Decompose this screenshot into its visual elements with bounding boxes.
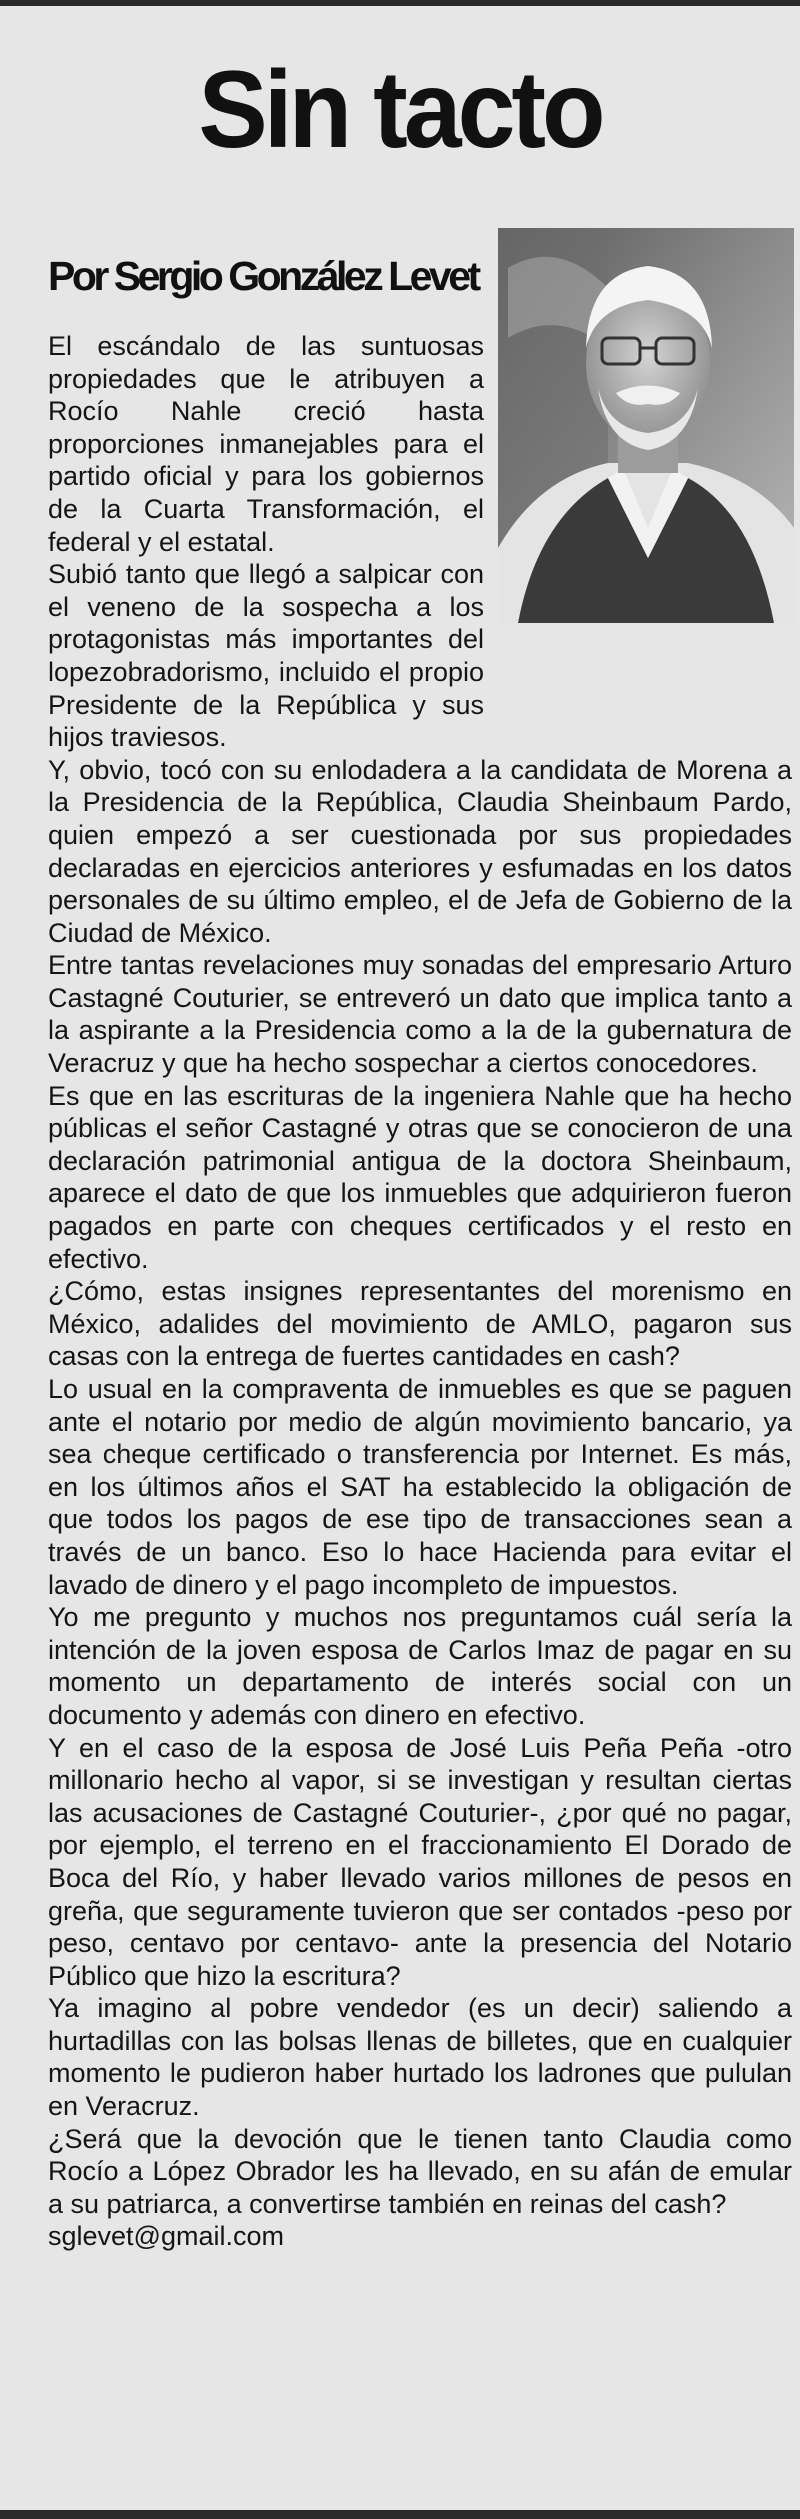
article-paragraph: Yo me pregunto y muchos nos preguntamos cuál sería la intención de la joven esposa de Carlos Imaz de pagar en su momento un departamento de interés social con un documento y además con dinero en efectivo. <box>48 1602 792 1730</box>
article-paragraph: Y, obvio, tocó con su enlodadera a la candidata de Morena a la Presidencia de la República, Claudia Sheinbaum Pardo, quien empezó a ser cuestionada por sus propiedades declaradas en ejercicios anteriores y esfumadas en los datos personales de su último empleo, el de Jefa de Gobierno de la Ciudad de México. <box>48 754 792 948</box>
author-byline: Por Sergio González Levet <box>48 253 478 299</box>
article-paragraph: Subió tanto que llegó a salpicar con el veneno de la sospecha a los protagonistas más importantes del lopezobradorismo, incluido el propio Presidente de la República y sus hijos traviesos. <box>48 559 484 753</box>
top-rule <box>0 0 800 6</box>
article-paragraph: Ya imagino al pobre vendedor (es un decir) saliendo a hurtadillas con las bolsas llenas de billetes, que en cualquier momento le pudieron haber hurtado los ladrones que pululan en Veracruz. <box>48 1993 792 2122</box>
author-email: sglevet@gmail.com <box>48 2221 284 2252</box>
article-paragraph: Y en el caso de la esposa de José Luis Peña Peña -otro millonario hecho al vapor, si se investigan y resultan ciertas las acusaciones de Castagné Couturier-, ¿por qué no pagar, por ejemplo, el terreno en el fraccionamiento El Dorado de Boca del Río, y haber llevado varios millones de pesos en greña, que seguramente tuvieron que ser contados -peso por peso, centavo por centavo- ante la presencia del Notario Público que hizo la escritura? <box>48 1732 792 1991</box>
article-paragraph: Entre tantas revelaciones muy sonadas del empresario Arturo Castagné Couturier, se entreveró un dato que implica tanto a la aspirante a la Presidencia como a la de la gubernatura de Veracruz y que ha hecho sospechar a ciertos conocedores. <box>48 950 792 1079</box>
article-paragraph: Lo usual en la compraventa de inmuebles es que se paguen ante el notario por medio de algún movimiento bancario, ya sea cheque certificado o transferencia por Internet. Es más, en los últimos años el SAT ha establecido la obligación de que todos los pagos de ese tipo de transacciones sean a través de un banco. Eso lo hace Hacienda para evitar el lavado de dinero y el pago incompleto de impuestos. <box>48 1374 792 1600</box>
article-paragraph: El escándalo de las suntuosas propiedades que le atribuyen a Rocío Nahle creció hasta proporciones inmanejables para el partido oficial y para los gobiernos de la Cuarta Transformación, el federal y el estatal. <box>48 331 484 557</box>
bottom-rule <box>0 2510 800 2519</box>
article-paragraph: ¿Cómo, estas insignes representantes del morenismo en México, adalides del movimiento de AMLO, pagaron sus casas con la entrega de fuertes cantidades en cash? <box>48 1276 792 1372</box>
article-paragraph: Es que en las escrituras de la ingeniera Nahle que ha hecho públicas el señor Castagné y otras que se conocieron de una declaración patrimonial antigua de la doctora Sheinbaum, aparece el dato de que los inmuebles que adquirieron fueron pagados en parte con cheques certificados y el resto en efectivo. <box>48 1080 792 1274</box>
article-paragraph: ¿Será que la devoción que le tienen tanto Claudia como Rocío a López Obrador les ha llevado, en su afán de emular a su patriarca, a convertirse también en reinas del cash? <box>48 2123 792 2219</box>
column-title: Sin tacto <box>198 49 602 171</box>
article-body <box>48 330 794 2253</box>
